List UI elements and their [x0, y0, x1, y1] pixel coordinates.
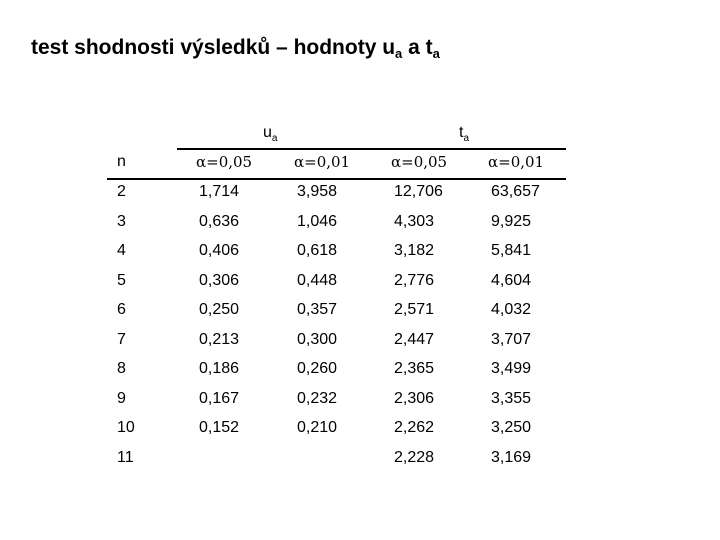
table-cell-t-alpha-005: 2,306 — [394, 389, 435, 407]
table-cell-u-alpha-001: 0,300 — [297, 330, 338, 348]
slide-title — [31, 30, 440, 66]
table-cell-u-alpha-005: 0,306 — [199, 271, 240, 289]
header-t-alpha-005: α=0,05 — [391, 153, 448, 171]
table-cell-u-alpha-001: 0,232 — [297, 389, 338, 407]
table-cell-t-alpha-001: 3,250 — [491, 419, 532, 436]
table-cell-n: 10 — [117, 419, 135, 436]
table-cell-u-alpha-005: 1,714 — [199, 183, 240, 200]
table-cell-t-alpha-001: 3,499 — [491, 360, 532, 377]
table-cell-t-alpha-001: 3,707 — [491, 330, 532, 348]
table-cell-n: 11 — [117, 448, 134, 466]
table-cell-t-alpha-005: 2,228 — [394, 448, 435, 466]
group-u-subscript: a — [271, 133, 278, 144]
title-text-mid: a t — [402, 36, 433, 59]
group-t-subscript: a — [463, 133, 470, 144]
title-subscript-1: a — [395, 46, 403, 61]
table-cell-n: 2 — [117, 183, 126, 200]
table-cell-u-alpha-001: 0,448 — [297, 271, 338, 289]
table-cell-u-alpha-005: 0,250 — [199, 301, 240, 318]
table-cell-t-alpha-005: 2,776 — [394, 271, 435, 289]
header-u-alpha-005: α=0,05 — [196, 153, 253, 171]
group-t-label: t — [459, 124, 464, 141]
table-cell-t-alpha-005: 4,303 — [394, 212, 435, 230]
group-u-label: u — [263, 124, 272, 141]
table-cell-t-alpha-005: 12,706 — [394, 183, 443, 200]
table-cell-n: 7 — [117, 330, 126, 348]
table-cell-t-alpha-001: 4,032 — [491, 301, 532, 318]
title-text: test shodnosti výsledků – hodnoty u — [31, 36, 396, 59]
table-cell-u-alpha-005: 0,167 — [199, 389, 240, 407]
table-cell-n: 6 — [117, 301, 126, 318]
table-cell-t-alpha-001: 3,355 — [491, 389, 532, 407]
table-cell-u-alpha-001: 0,260 — [297, 360, 338, 377]
table-cell-u-alpha-001: 0,357 — [297, 301, 338, 318]
table-cell-t-alpha-001: 63,657 — [491, 183, 540, 200]
group-header-u — [263, 123, 277, 143]
title-subscript-2: a — [432, 46, 440, 61]
table-cell-u-alpha-005: 0,186 — [199, 360, 240, 377]
table-cell-n: 8 — [117, 360, 126, 377]
table-cell-u-alpha-001: 0,618 — [297, 242, 338, 259]
table-cell-u-alpha-005: 0,636 — [199, 212, 240, 230]
table-cell-u-alpha-005: 0,152 — [199, 419, 240, 436]
table-cell-t-alpha-005: 2,365 — [394, 360, 435, 377]
header-underline — [107, 178, 566, 180]
table-cell-t-alpha-001: 4,604 — [491, 271, 532, 289]
table-cell-n: 4 — [117, 242, 126, 259]
table-cell-t-alpha-001: 5,841 — [491, 242, 532, 259]
table-cell-t-alpha-005: 2,571 — [394, 301, 435, 318]
table-cell-t-alpha-001: 3,169 — [491, 448, 532, 466]
table-cell-u-alpha-001: 3,958 — [297, 183, 338, 200]
header-u-alpha-001: α=0,01 — [294, 153, 351, 171]
table-cell-t-alpha-005: 2,262 — [394, 419, 435, 436]
table-cell-n: 5 — [117, 271, 126, 289]
header-t-alpha-001: α=0,01 — [488, 153, 545, 171]
group-header-t — [459, 123, 469, 143]
table-cell-u-alpha-005: 0,213 — [199, 330, 240, 348]
table-cell-t-alpha-005: 2,447 — [394, 330, 435, 348]
table-cell-n: 3 — [117, 212, 126, 230]
header-n: n — [117, 153, 126, 170]
table-cell-u-alpha-001: 0,210 — [297, 419, 338, 436]
table-cell-n: 9 — [117, 389, 126, 407]
table-cell-t-alpha-005: 3,182 — [394, 242, 435, 259]
table-cell-u-alpha-005: 0,406 — [199, 242, 240, 259]
table-cell-u-alpha-001: 1,046 — [297, 212, 338, 230]
group-underline — [177, 148, 566, 150]
table-cell-t-alpha-001: 9,925 — [491, 212, 532, 230]
